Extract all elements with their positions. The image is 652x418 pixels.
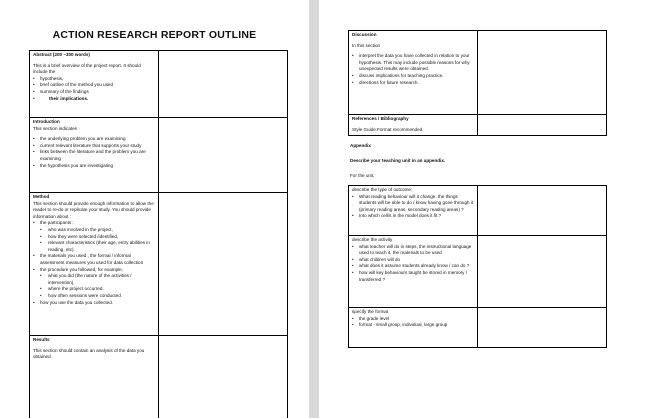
abstract-cell <box>30 51 159 118</box>
references-notes-cell <box>478 115 607 136</box>
introduction-row <box>30 118 288 193</box>
results-notes-cell <box>159 336 288 418</box>
discussion-notes-cell <box>478 31 607 115</box>
procedure-label: the procedure you followed, for example, <box>40 266 123 272</box>
list-item: • format - small group, individual, large group <box>352 322 474 329</box>
list-item: • the hypothesis you are investigating <box>33 163 155 170</box>
list-item: • where the project occurred, <box>40 286 155 293</box>
results-heading: Results <box>33 337 50 342</box>
outcome-bullet-list <box>352 194 474 220</box>
discussion-row <box>349 31 607 115</box>
list-item: • how will key behaviours taught be stored in memory / transferred ? <box>352 270 474 283</box>
outcome-notes-cell <box>478 186 607 236</box>
list-item: • the underlying problem you are examining <box>33 136 155 143</box>
list-item: • who was involved in the project, <box>40 227 155 234</box>
abstract-row <box>30 51 288 118</box>
method-intro: This section should provide enough information to allow the reader to re-do or replicate your study. You should provide information about : <box>33 200 154 219</box>
outcome-heading: describe the type of outcome; <box>352 187 413 192</box>
list-item: • interpret the data you have collected in relation to your hypothesis. This may include possible reasons for why unexpected results were obtained. <box>352 53 474 73</box>
introduction-notes-cell <box>159 118 288 193</box>
discussion-bullet-list <box>352 53 474 86</box>
appendix-for-unit: For the unit, <box>350 173 375 178</box>
discussion-intro: In this section <box>352 42 381 48</box>
participant-sublist <box>40 227 155 253</box>
list-item: • how often sessions were conducted <box>40 293 155 300</box>
list-item: • directions for future research. <box>352 80 474 87</box>
abstract-heading: Abstract (200 –300 words) <box>33 52 90 57</box>
format-bullet-list <box>352 316 474 329</box>
activity-notes-cell <box>478 236 607 308</box>
list-item <box>33 267 155 300</box>
unit-table <box>348 185 607 348</box>
method-notes-cell <box>159 193 288 336</box>
outline-table-continued <box>348 30 607 136</box>
list-item: • Into which cell/s in the model does it fit ? <box>352 213 474 220</box>
abstract-bullet-list <box>33 76 155 102</box>
activity-cell <box>349 236 478 308</box>
references-text: Style Guide Format recommended. <box>352 126 424 132</box>
activity-heading: describe the activity <box>352 237 393 242</box>
document-page-2 <box>319 0 652 418</box>
format-row <box>349 308 607 348</box>
abstract-notes-cell <box>159 51 288 118</box>
activity-bullet-list <box>352 244 474 284</box>
references-row <box>349 115 607 136</box>
introduction-bullet-list <box>33 136 155 169</box>
list-item: • discuss implications for teaching practice. <box>352 73 474 80</box>
references-cell <box>349 115 478 136</box>
list-item: • what children will do <box>352 257 474 264</box>
list-item: • what you did (the nature of the activities / intervention), <box>40 273 155 286</box>
list-item: • what teacher will do in steps, the instructional language used to teach it, the materials to be used <box>352 244 474 257</box>
list-item: • what does it assume students already know / can do ? <box>352 263 474 270</box>
list-item: • their implications. <box>33 96 155 103</box>
appendix-subheading: Describe your teaching unit in an appendix. <box>350 158 446 163</box>
introduction-cell <box>30 118 159 193</box>
list-item: • summary of the findings <box>33 89 155 96</box>
method-heading: Method <box>33 194 50 199</box>
document-page-1 <box>0 0 309 418</box>
introduction-heading: Introduction <box>33 119 60 124</box>
results-text: This section should contain an analysis of the data you obtained. <box>33 347 145 360</box>
method-bullet-list <box>33 220 155 306</box>
references-heading: References / Bibliography <box>352 116 409 121</box>
activity-row <box>349 236 607 308</box>
results-cell <box>30 336 159 418</box>
list-item: • current relevant literature that supports your study <box>33 143 155 150</box>
method-row <box>30 193 288 336</box>
list-item: • how you use the data you collected. <box>33 300 155 307</box>
list-item <box>33 220 155 253</box>
method-cell <box>30 193 159 336</box>
format-heading: specify the format <box>352 309 389 314</box>
abstract-intro: This is a brief overview of the project report. It should include the <box>33 62 141 75</box>
introduction-intro: This section indicates <box>33 125 77 131</box>
appendix-heading: Appendix <box>350 143 371 148</box>
format-cell <box>349 308 478 348</box>
list-item: • how they were selected /identified, <box>40 234 155 241</box>
list-item: • the materials you used , the formal / informal assessment measures you used for data collection <box>33 253 155 266</box>
participants-label: the participants : <box>40 220 74 226</box>
list-item: • relevant characteristics (their age, entry abilities in reading, etc). <box>40 240 155 253</box>
list-item: • the grade level <box>352 316 474 323</box>
outcome-row <box>349 186 607 236</box>
list-item: • What reading behaviour will it change, the things students will be able to do / know having gone through it (primary reading areas, secondary reading areas) ? <box>352 194 474 214</box>
list-item: • brief outline of the method you used <box>33 82 155 89</box>
results-row <box>30 336 288 418</box>
list-item: • hypothesis, <box>33 76 155 83</box>
format-notes-cell <box>478 308 607 348</box>
outcome-cell <box>349 186 478 236</box>
discussion-heading: Discussion <box>352 32 377 37</box>
outline-table <box>29 50 288 418</box>
list-item: • links between the literature and the problem you are examining <box>33 149 155 162</box>
discussion-cell <box>349 31 478 115</box>
procedure-sublist <box>40 273 155 299</box>
document-title: ACTION RESEARCH REPORT OUTLINE <box>52 29 257 41</box>
